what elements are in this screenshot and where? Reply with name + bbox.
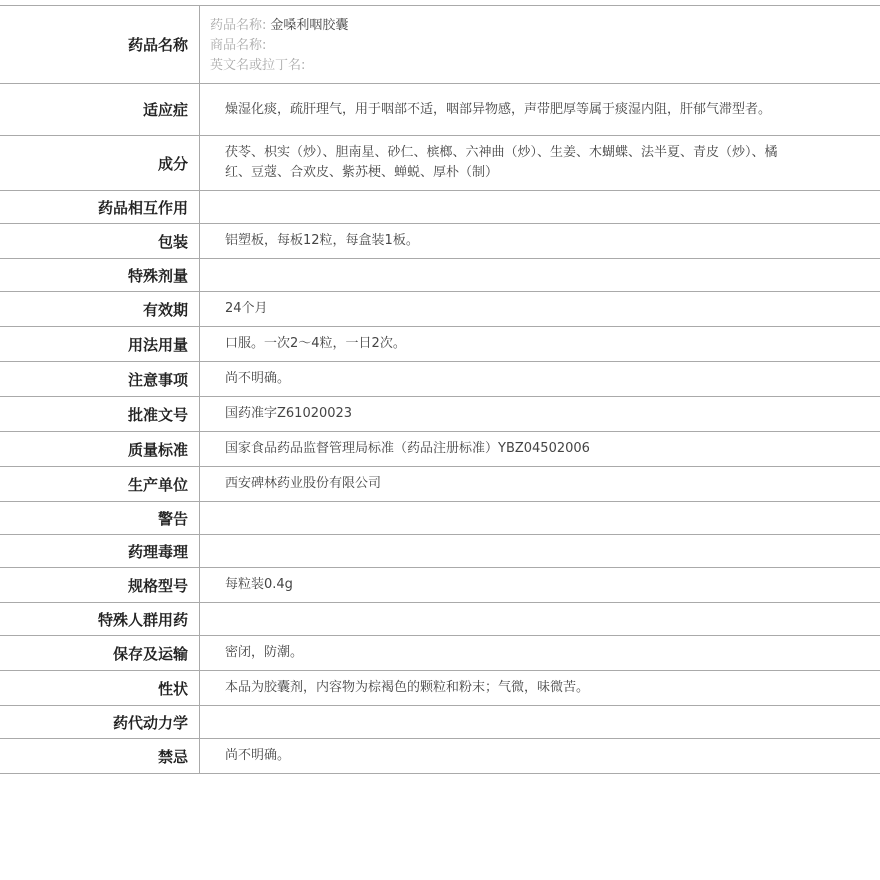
- row-value: [200, 191, 880, 223]
- row-value: [200, 706, 880, 738]
- row-value: 口服。一次2～4粒，一日2次。: [225, 336, 406, 351]
- row-quality-standard: [0, 432, 880, 467]
- row-drug-name: [0, 6, 880, 84]
- row-label: 成分: [0, 136, 200, 190]
- row-label: 适应症: [0, 84, 200, 135]
- row-label: 性状: [0, 671, 200, 705]
- row-ingredients: [0, 136, 880, 191]
- row-value: 西安碑林药业股份有限公司: [225, 476, 382, 491]
- english-name-key: 英文名或拉丁名:: [210, 58, 306, 73]
- row-specification: [0, 568, 880, 603]
- row-value: 国家食品药品监督管理局标准（药品注册标准）YBZ04502006: [225, 441, 590, 456]
- row-label: 包装: [0, 224, 200, 258]
- row-label: 药代动力学: [0, 706, 200, 738]
- row-label: 警告: [0, 502, 200, 534]
- row-value: [200, 535, 880, 567]
- english-name-line: [210, 56, 348, 76]
- row-label: 药理毒理: [0, 535, 200, 567]
- generic-name-key: 药品名称:: [210, 18, 267, 33]
- trade-name-key: 商品名称:: [210, 38, 267, 53]
- row-packaging: [0, 224, 880, 259]
- row-label: 规格型号: [0, 568, 200, 602]
- row-label: 药品名称: [0, 6, 200, 83]
- row-label: 有效期: [0, 292, 200, 326]
- row-label: 批准文号: [0, 397, 200, 431]
- row-label: 药品相互作用: [0, 191, 200, 223]
- row-precautions: [0, 362, 880, 397]
- generic-name-line: [210, 16, 348, 36]
- row-label: 用法用量: [0, 327, 200, 361]
- row-value: 燥湿化痰，疏肝理气，用于咽部不适，咽部异物感，声带肥厚等属于痰湿内阻，肝郁气滞型者。: [225, 101, 772, 117]
- row-value: [200, 603, 880, 635]
- row-value: 国药准字Z61020023: [225, 406, 353, 421]
- row-interactions: [0, 191, 880, 224]
- row-value: 每粒装0.4g: [225, 577, 293, 592]
- name-block: [200, 6, 358, 83]
- row-manufacturer: [0, 467, 880, 502]
- row-special-populations: [0, 603, 880, 636]
- row-value: 铝塑板，每板12粒，每盒装1板。: [225, 233, 419, 248]
- row-value: 24个月: [225, 301, 268, 316]
- row-pharmacokinetics: [0, 706, 880, 739]
- drug-info-table: [0, 5, 880, 774]
- row-indications: [0, 84, 880, 136]
- row-pharmacology: [0, 535, 880, 568]
- row-label: 注意事项: [0, 362, 200, 396]
- row-value: 尚不明确。: [225, 748, 291, 763]
- trade-name-line: [210, 36, 348, 56]
- row-warning: [0, 502, 880, 535]
- row-label: 保存及运输: [0, 636, 200, 670]
- row-value: [200, 259, 880, 291]
- row-label: 生产单位: [0, 467, 200, 501]
- row-value: [200, 502, 880, 534]
- row-value: 密闭，防潮。: [225, 645, 304, 660]
- row-contraindications: [0, 739, 880, 774]
- row-value: 尚不明确。: [225, 371, 291, 386]
- row-approval-number: [0, 397, 880, 432]
- row-label: 质量标准: [0, 432, 200, 466]
- row-value: 本品为胶囊剂，内容物为棕褐色的颗粒和粉末；气微，味微苦。: [225, 680, 590, 695]
- row-special-dosage: [0, 259, 880, 292]
- row-shelf-life: [0, 292, 880, 327]
- generic-name-value: 金嗓利咽胶囊: [270, 18, 349, 33]
- row-dosage: [0, 327, 880, 362]
- row-label: 特殊剂量: [0, 259, 200, 291]
- row-storage: [0, 636, 880, 671]
- row-value: 茯苓、枳实（炒）、胆南星、砂仁、槟榔、六神曲（炒）、生姜、木蝴蝶、法半夏、青皮（炒）、橘红、豆蔻、合欢皮、紫苏梗、蝉蜕、厚朴（制）: [225, 145, 778, 180]
- row-appearance: [0, 671, 880, 706]
- row-label: 特殊人群用药: [0, 603, 200, 635]
- row-label: 禁忌: [0, 739, 200, 773]
